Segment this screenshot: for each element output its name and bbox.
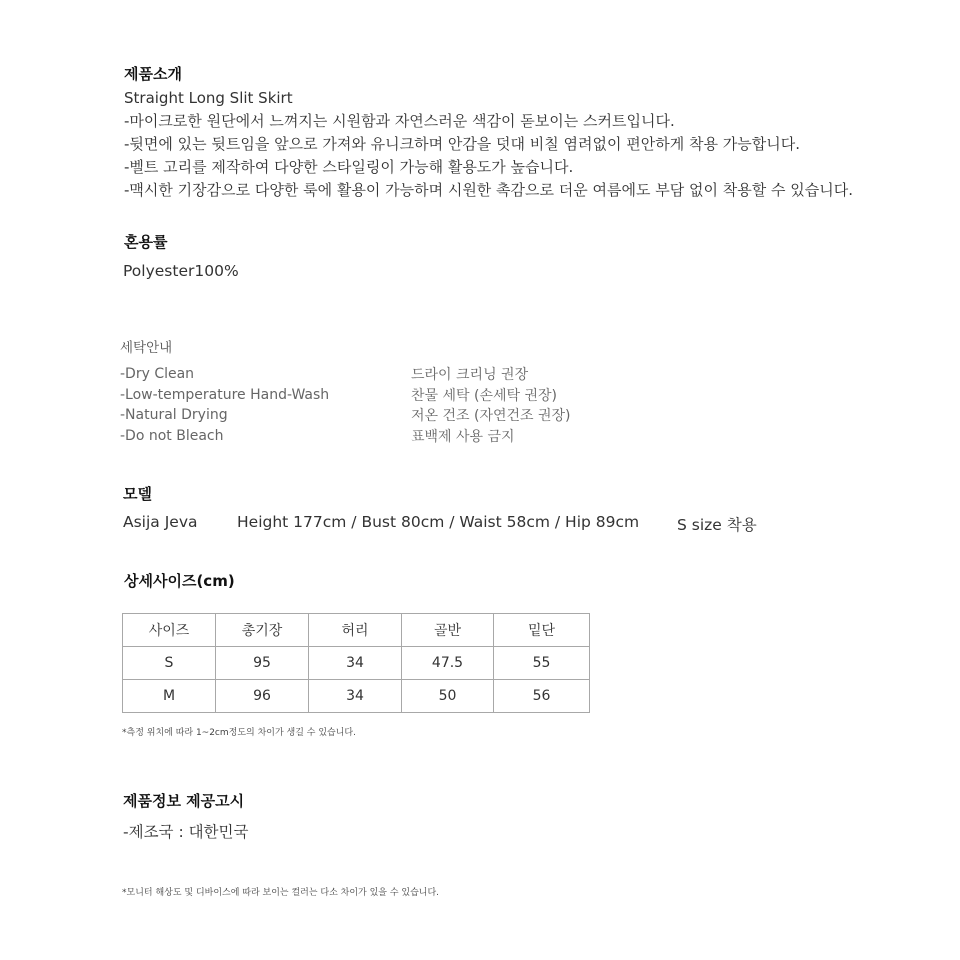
care-item: -Natural Drying: [120, 407, 228, 423]
care-item: 찬물 세탁 (손세탁 권장): [411, 387, 557, 404]
table-cell: 95: [216, 647, 309, 680]
table-header-cell: 밑단: [494, 614, 590, 647]
table-cell: 34: [309, 647, 402, 680]
table-cell: M: [123, 680, 216, 713]
care-item: 저온 건조 (자연건조 권장): [411, 408, 571, 424]
care-korean-list: [411, 365, 571, 447]
table-header-cell: 사이즈: [123, 614, 216, 647]
table-row: [123, 647, 590, 680]
material-title: 혼용률: [124, 233, 168, 251]
footer-note: *모니터 해상도 및 디바이스에 따라 보이는 컬러는 다소 차이가 있을 수 있습니다.: [122, 888, 440, 898]
care-item: -Do not Bleach: [120, 427, 224, 444]
product-name: Straight Long Slit Skirt: [124, 89, 293, 107]
intro-title: 제품소개: [124, 65, 182, 83]
origin-text: -제조국 : 대한민국: [123, 823, 249, 841]
product-info-title: 제품정보 제공고시: [123, 792, 245, 810]
table-cell: 56: [494, 680, 590, 713]
table-cell: S: [123, 647, 216, 680]
care-item: -Dry Clean: [120, 366, 195, 382]
table-cell: 34: [309, 680, 402, 713]
table-header-cell: 총기장: [216, 614, 309, 647]
care-item: 표백제 사용 금지: [411, 428, 515, 445]
care-title: 세탁안내: [120, 340, 173, 356]
table-header-cell: 골반: [402, 614, 494, 647]
care-english-list: [120, 364, 329, 446]
size-note: *측정 위치에 따라 1~2cm정도의 차이가 생길 수 있습니다.: [122, 728, 356, 738]
model-measurements: Height 177cm / Bust 80cm / Waist 58cm / Hip 89cm: [237, 513, 640, 531]
table-header-cell: 허리: [309, 614, 402, 647]
material-value: Polyester100%: [123, 262, 239, 280]
table-cell: 47.5: [402, 647, 494, 680]
table-header-row: [123, 614, 590, 647]
intro-line: -맥시한 기장감으로 다양한 룩에 활용이 가능하며 시원한 촉감으로 더운 여름에도 부담 없이 착용할 수 있습니다.: [124, 181, 853, 199]
model-size: S size 착용: [677, 516, 757, 534]
model-title: 모델: [123, 485, 152, 503]
table-cell: 96: [216, 680, 309, 713]
care-item: 드라이 크리닝 권장: [411, 367, 529, 383]
table-cell: 55: [494, 647, 590, 680]
size-table: [122, 613, 590, 713]
table-row: [123, 680, 590, 713]
size-chart-title: 상세사이즈(cm): [124, 572, 235, 590]
care-item: -Low-temperature Hand-Wash: [120, 386, 330, 403]
table-cell: 50: [402, 680, 494, 713]
intro-line: -벨트 고리를 제작하여 다양한 스타일링이 가능해 활용도가 높습니다.: [124, 158, 574, 176]
model-name: Asija Jeva: [123, 513, 198, 531]
intro-text: [124, 87, 853, 202]
intro-line: -뒷면에 있는 뒷트임을 앞으로 가져와 유니크하며 안감을 덧대 비칠 염려없이 편안하게 착용 가능합니다.: [124, 135, 800, 153]
intro-line: -마이크로한 원단에서 느껴지는 시원함과 자연스러운 색감이 돋보이는 스커트입니다.: [124, 112, 675, 130]
